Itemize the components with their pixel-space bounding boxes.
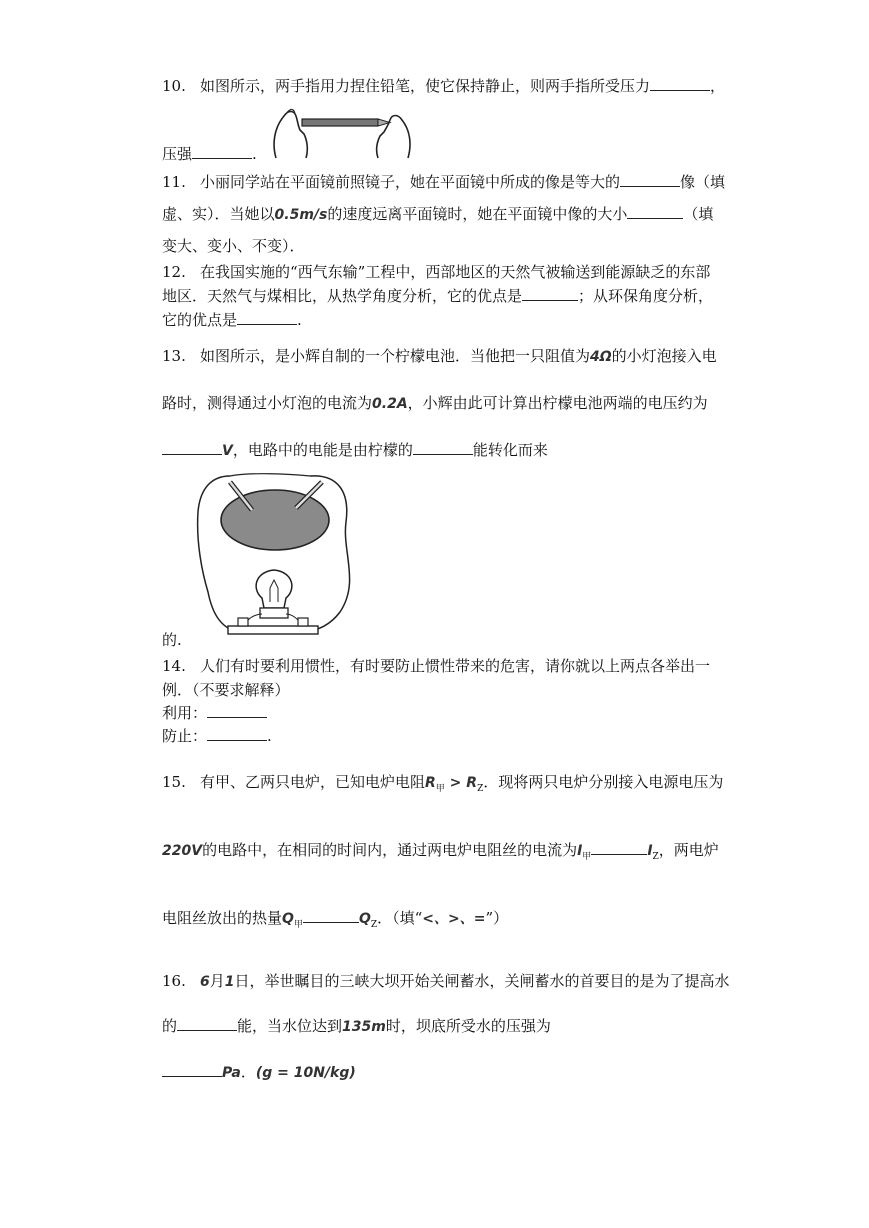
q15-blank-current bbox=[591, 840, 647, 855]
q11-blank-image-size bbox=[627, 204, 683, 219]
q14-line2: 例．（不要求解释） bbox=[162, 681, 290, 699]
q13-line3: V，电路中的电能是由柠檬的 能转化而来 bbox=[162, 440, 548, 461]
q10-line1: 10. 如图所示，两手指用力捏住铅笔，使它保持静止，则两手指所受压力 ， bbox=[162, 77, 726, 95]
q10-text: 如图所示，两手指用力捏住铅笔，使它保持静止，则两手指所受压力 bbox=[200, 77, 651, 95]
q14-blank-use bbox=[207, 703, 267, 718]
lemon-battery-figure bbox=[190, 472, 360, 644]
q13-blank-voltage bbox=[162, 440, 222, 455]
q11-line2: 虚、实）．当她以0.5m/s的速度远离平面镜时，她在平面镜中像的大小 （填 bbox=[162, 205, 714, 223]
q14-blank-prevent bbox=[207, 726, 267, 741]
q16-line1: 16. 6月1日，举世瞩目的三峡大坝开始关闸蓄水，关闸蓄水的首要目的是为了提高水 bbox=[162, 972, 730, 990]
q10-blank-pressure bbox=[192, 144, 252, 159]
q10-number: 10. bbox=[162, 77, 186, 95]
q11-line1: 11. 小丽同学站在平面镜前照镜子，她在平面镜中所成的像是等大的 像（填 bbox=[162, 173, 726, 191]
q12-line1: 12. 在我国实施的“西气东输”工程中，西部地区的天然气被输送到能源缺乏的东部 bbox=[162, 263, 711, 281]
q15-blank-heat bbox=[303, 908, 359, 923]
q16-line3: Pa．(g = 10N/kg) bbox=[162, 1062, 356, 1083]
pencil-fingers-figure bbox=[268, 104, 416, 160]
q14-line1: 14. 人们有时要利用惯性，有时要防止惯性带来的危害，请你就以上两点各举出一 bbox=[162, 657, 711, 675]
q16-blank-pressure bbox=[162, 1062, 222, 1077]
q11-line3: 变大、变小、不变）． bbox=[162, 237, 305, 255]
q12-blank-environment bbox=[237, 310, 297, 325]
q12-line3: 它的优点是 . bbox=[162, 311, 302, 329]
q16-blank-energy bbox=[177, 1016, 237, 1031]
q13-line2: 路时，测得通过小灯泡的电流为0.2A，小辉由此可计算出柠檬电池两端的电压约为 bbox=[162, 394, 708, 412]
q15-line1: 15. 有甲、乙两只电炉，已知电炉电阻$R_甲 > R_Z$．现将两只电炉分别接入电源电压为 bbox=[162, 773, 724, 794]
q12-line2: 地区．天然气与煤相比，从热学角度分析，它的优点是 ；从环保角度分析， bbox=[162, 287, 714, 305]
q15-line2: 220V的电路中，在相同的时间内，通过两电炉电阻丝的电流为$I_甲$ $I_Z$，两电炉 bbox=[162, 841, 719, 862]
q12-blank-thermal bbox=[522, 286, 578, 301]
q13-line4: 的. bbox=[162, 631, 182, 649]
q16-line2: 的 能，当水位达到135m时，坝底所受水的压强为 bbox=[162, 1017, 551, 1035]
q14-line3: 利用： bbox=[162, 703, 267, 723]
q14-line4: 防止： . bbox=[162, 727, 272, 745]
q11-blank-image-type bbox=[620, 172, 680, 187]
q10-blank-pressure-force bbox=[650, 76, 710, 91]
q13-blank-energy bbox=[413, 440, 473, 455]
q13-line1: 13. 如图所示，是小辉自制的一个柠檬电池．当他把一只阻值为4Ω的小灯泡接入电 bbox=[162, 347, 717, 365]
q10-line2: 压强 . bbox=[162, 145, 257, 163]
q15-line3: 电阻丝放出的热量$Q_甲$ $Q_Z$．（填“<、>、=”） bbox=[162, 909, 509, 930]
